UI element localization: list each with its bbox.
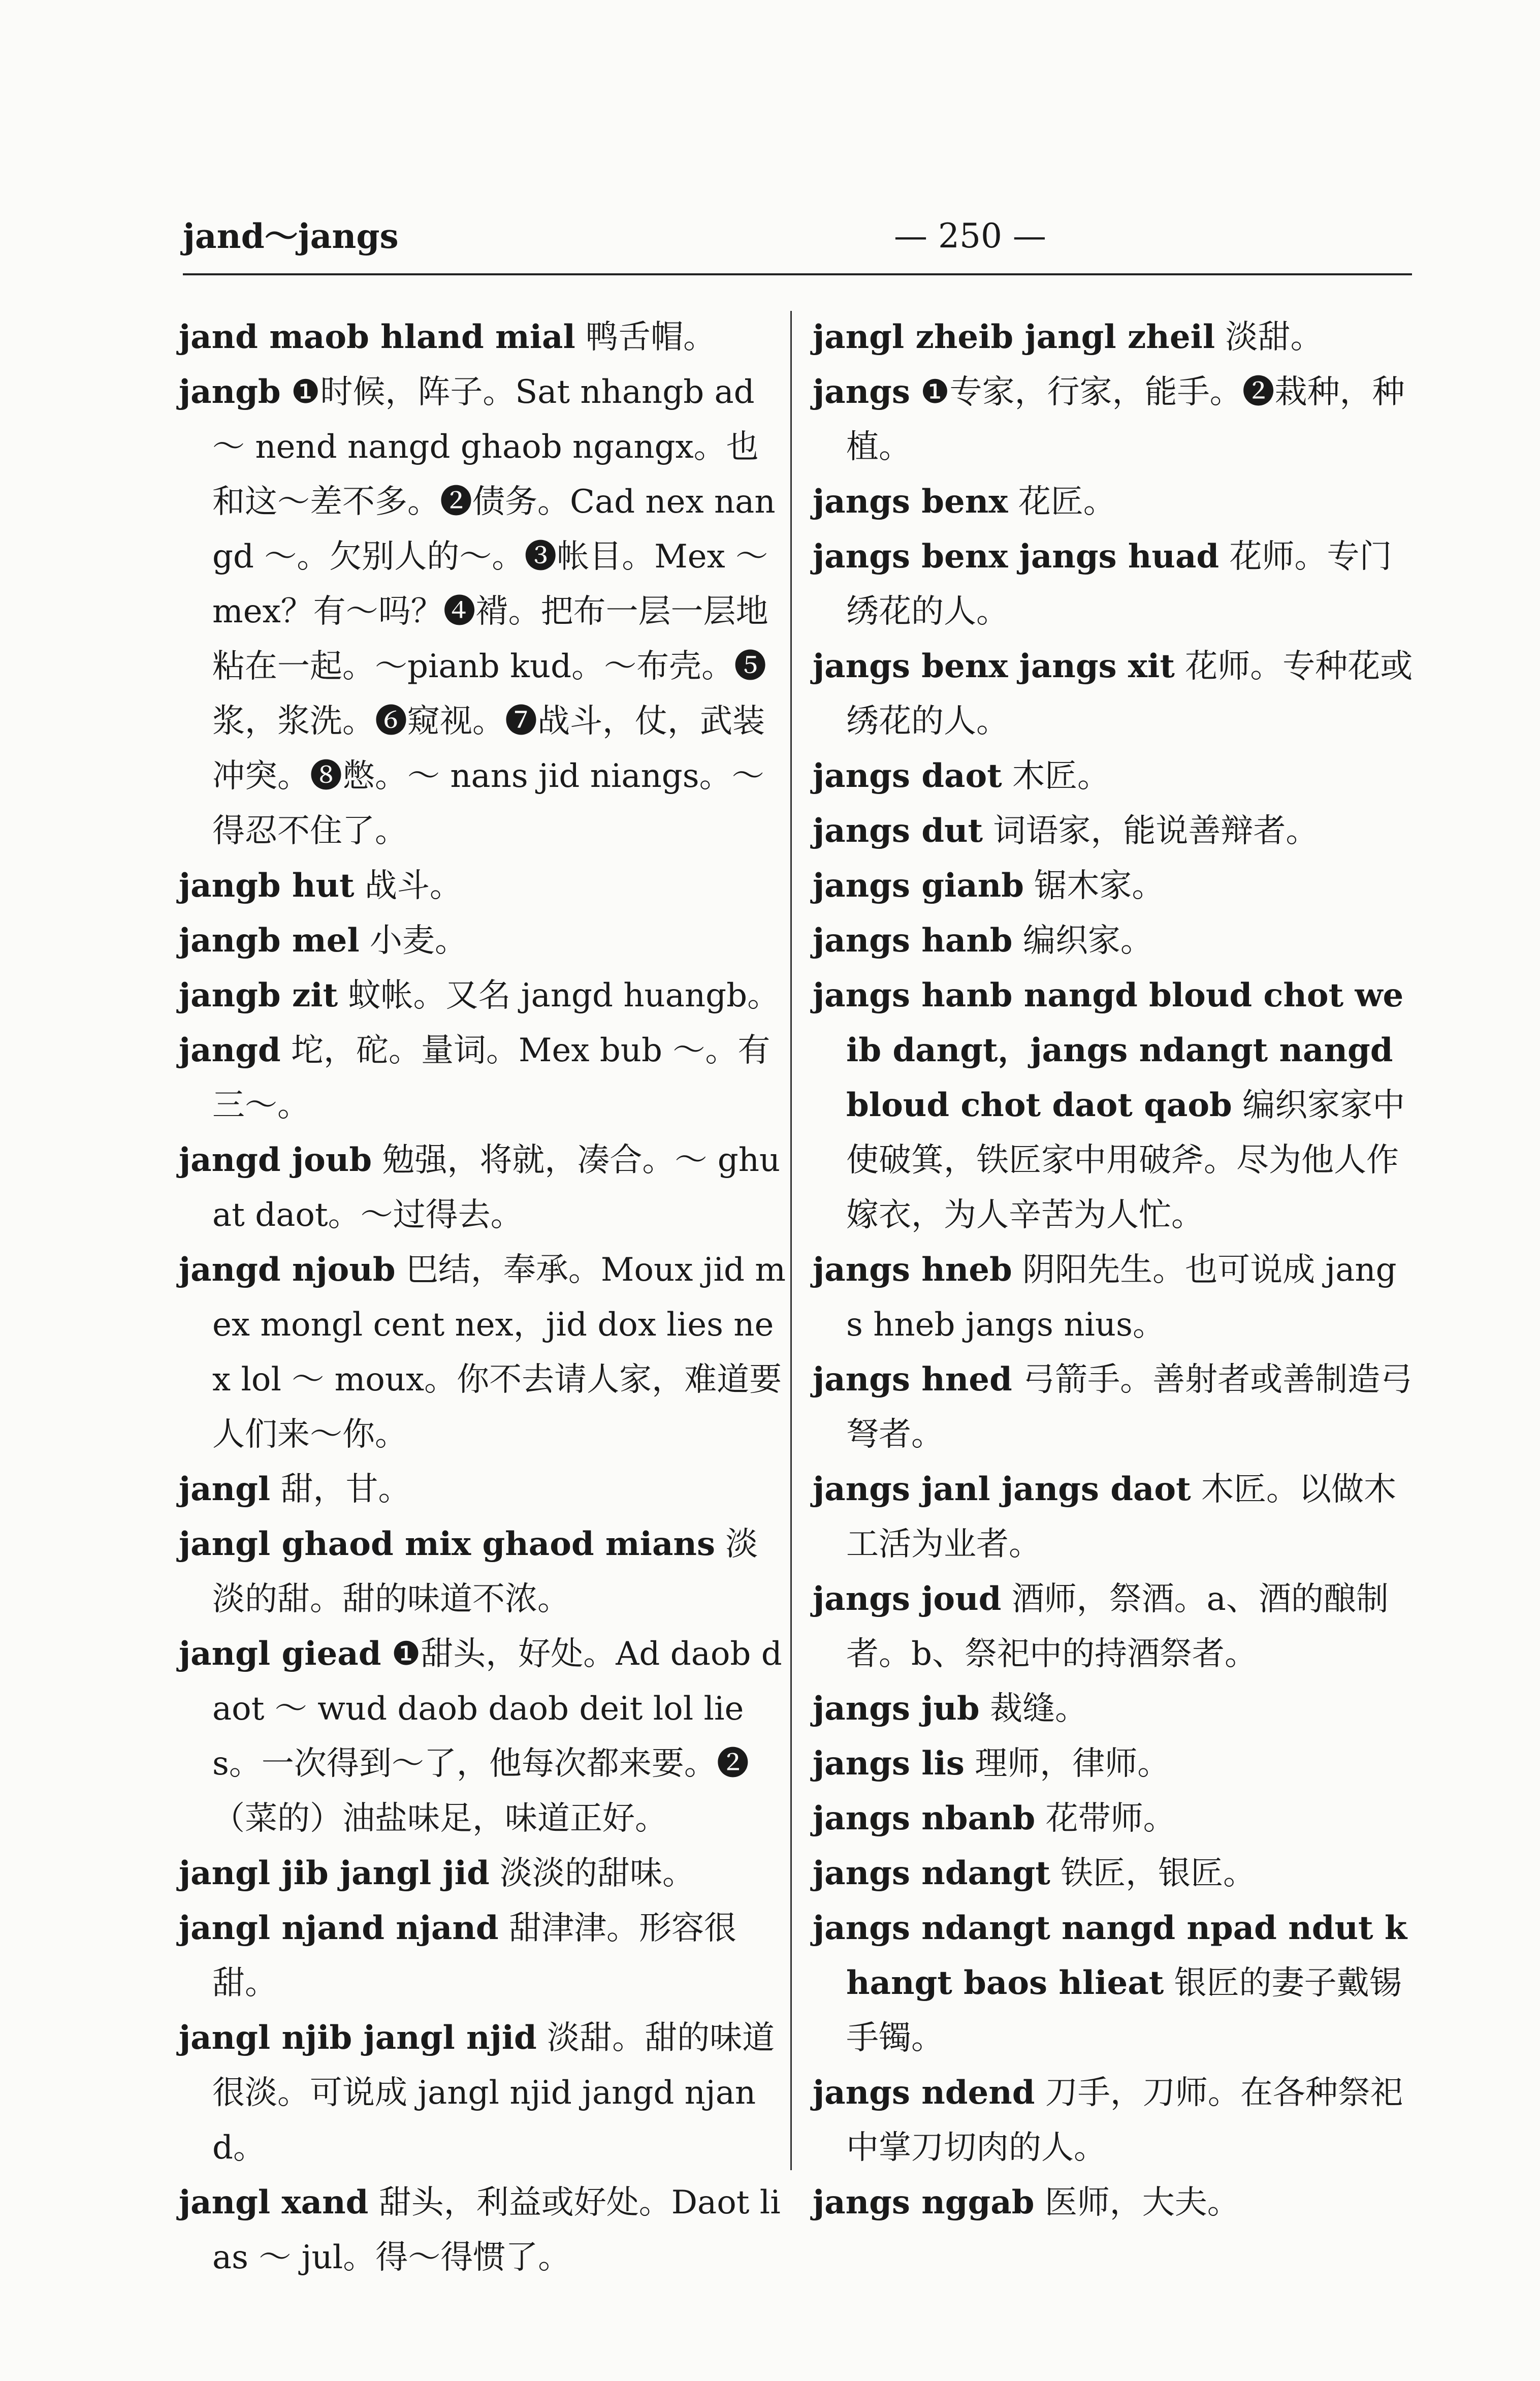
entry-definition: 弓箭手。善射者或善制造弓弩者。 bbox=[846, 1361, 1413, 1453]
dictionary-entry bbox=[179, 968, 788, 1023]
dictionary-entry bbox=[179, 913, 788, 968]
entry-definition: 淡淡的甜。甜的味道不浓。 bbox=[212, 1526, 758, 1618]
entry-headword: jangs benx jangs xit bbox=[813, 647, 1175, 685]
entry-headword: jangl njand njand bbox=[179, 1909, 499, 1947]
page-number: — 250 — bbox=[894, 216, 1046, 256]
dictionary-entry bbox=[813, 1791, 1413, 1846]
dictionary-entry bbox=[179, 1133, 788, 1243]
entry-definition: 小麦。 bbox=[370, 922, 468, 960]
entry-definition: 淡淡的甜味。 bbox=[500, 1855, 695, 1892]
entry-definition: 勉强，将就，凑合。～ ghuat daot。～过得去。 bbox=[212, 1141, 781, 1234]
dictionary-entry bbox=[813, 2175, 1413, 2230]
left-column bbox=[179, 310, 788, 2285]
dictionary-entry bbox=[179, 1023, 788, 1133]
dictionary-entry bbox=[813, 639, 1413, 749]
entry-headword: jangb zit bbox=[179, 976, 338, 1014]
entry-definition: 裁缝。 bbox=[990, 1690, 1087, 1728]
entry-headword: jangs gianb bbox=[813, 867, 1024, 905]
dictionary-entry bbox=[813, 1572, 1413, 1681]
guide-words: jand～jangs bbox=[183, 216, 399, 256]
dictionary-entry bbox=[813, 968, 1413, 1243]
entry-definition: 编织家。 bbox=[1022, 922, 1153, 960]
dictionary-entry bbox=[813, 1846, 1413, 1901]
dictionary-entry bbox=[179, 365, 788, 859]
entry-definition: 花师。专种花或绣花的人。 bbox=[846, 648, 1413, 740]
entry-headword: jangs nggab bbox=[813, 2183, 1035, 2221]
entry-definition: 词语家，能说善辩者。 bbox=[993, 812, 1319, 850]
entry-headword: jangl bbox=[179, 1470, 271, 1508]
page-header bbox=[183, 213, 1412, 259]
entry-definition: ❶专家，行家，能手。❷栽种，种植。 bbox=[846, 373, 1405, 466]
entry-definition: 巴结，奉承。Moux jid mex mongl cent nex，jid dox lies nex lol ～ moux。你不去请人家，难道要人们来～你。 bbox=[212, 1251, 786, 1453]
entry-definition: 甜，甘。 bbox=[280, 1471, 411, 1508]
entry-headword: jangs hanb nangd bloud chot weib dangt，jangs ndangt nangd bloud chot daot qaob bbox=[813, 976, 1404, 1124]
entry-headword: jangs bbox=[813, 373, 910, 411]
dictionary-entry bbox=[813, 1736, 1413, 1791]
dictionary-entry bbox=[179, 1846, 788, 1901]
entry-definition: ❶甜头，好处。Ad daob daot ～ wud daob daob deit lol lies。一次得到～了，他每次都来要。❷（菜的）油盐味足，味道正好。 bbox=[212, 1635, 782, 1837]
dictionary-entry bbox=[179, 1627, 788, 1846]
entry-definition: 铁匠，银匠。 bbox=[1061, 1855, 1256, 1892]
entry-headword: jangb mel bbox=[179, 922, 360, 960]
entry-headword: jangs jub bbox=[813, 1690, 980, 1728]
entry-definition: 酒师，祭酒。a、酒的酿制者。b、祭祀中的持酒祭者。 bbox=[846, 1580, 1389, 1673]
dictionary-entry bbox=[179, 1462, 788, 1517]
entry-headword: jangs benx bbox=[813, 483, 1008, 521]
entry-headword: jangs daot bbox=[813, 757, 1002, 795]
entry-definition: 淡甜。 bbox=[1225, 319, 1323, 356]
entry-definition: 战斗。 bbox=[364, 867, 462, 905]
entry-definition: 淡甜。甜的味道很淡。可说成 jangl njid jangd njand。 bbox=[212, 2019, 775, 2167]
entry-headword: jangs joud bbox=[813, 1580, 1002, 1618]
entry-definition: 木匠。 bbox=[1012, 757, 1110, 795]
entry-headword: jangs hneb bbox=[813, 1251, 1012, 1289]
entry-headword: jangs lis bbox=[813, 1744, 965, 1783]
entry-definition: 编织家家中使破箕，铁匠家中用破斧。尽为他人作嫁衣，为人辛苦为人忙。 bbox=[846, 1087, 1405, 1234]
entry-headword: jangs ndangt bbox=[813, 1854, 1050, 1892]
entry-headword: jangs dut bbox=[813, 812, 983, 850]
entry-definition: 花师。专门绣花的人。 bbox=[846, 538, 1392, 630]
entry-headword: jangb bbox=[179, 373, 281, 411]
entry-headword: jangd bbox=[179, 1031, 281, 1069]
entry-headword: jangs ndangt nangd npad ndut khangt baos hlieat bbox=[813, 1909, 1407, 2002]
entry-definition: 医师，大夫。 bbox=[1044, 2184, 1240, 2221]
entry-headword: jangl giead bbox=[179, 1635, 381, 1673]
entry-definition: 坨，砣。量词。Mex bub ～。有三～。 bbox=[212, 1032, 771, 1124]
entry-definition: 花带师。 bbox=[1045, 1800, 1176, 1837]
dictionary-entry bbox=[179, 859, 788, 913]
entry-definition: 蚊帐。又名 jangd huangb。 bbox=[348, 977, 780, 1014]
entry-definition: ❶时候，阵子。Sat nhangb ad ～ nend nangd ghaob ngangx。也和这～差不多。❷债务。Cad nex nangd ～。欠别人的～。❸帐目。Mex ～ mex？有～吗？❹褙。把布一层一层地粘在一起。～pianb kud。～布壳。❺浆，浆洗。❻窥视。❼战斗，仗，武装冲突。❽憋。～ nans jid niangs。～得忍不住了。 bbox=[212, 373, 776, 850]
right-column bbox=[813, 310, 1413, 2230]
entry-headword: jangs hned bbox=[813, 1360, 1012, 1399]
entry-headword: jangb hut bbox=[179, 867, 355, 905]
entry-definition: 鸭舌帽。 bbox=[586, 319, 716, 356]
dictionary-entry bbox=[813, 913, 1413, 968]
dictionary-entry bbox=[813, 529, 1413, 639]
entry-headword: jangs nbanb bbox=[813, 1799, 1036, 1837]
entry-headword: jangl jib jangl jid bbox=[179, 1854, 490, 1892]
entry-headword: jand maob hland mial bbox=[179, 318, 575, 356]
entry-definition: 阴阳先生。也可说成 jangs hneb jangs nius。 bbox=[846, 1251, 1397, 1344]
dictionary-entry bbox=[813, 859, 1413, 913]
dictionary-entry bbox=[813, 1901, 1413, 2066]
entry-definition: 花匠。 bbox=[1018, 483, 1116, 521]
entry-definition: 理师，律师。 bbox=[975, 1745, 1170, 1783]
dictionary-entry bbox=[813, 749, 1413, 804]
entry-headword: jangd njoub bbox=[179, 1251, 396, 1289]
column-divider bbox=[790, 311, 792, 2170]
entry-headword: jangl njib jangl njid bbox=[179, 2019, 537, 2057]
dictionary-entry bbox=[813, 1681, 1413, 1736]
entry-definition: 甜津津。形容很甜。 bbox=[212, 1910, 736, 2002]
entry-headword: jangl ghaod mix ghaod mians bbox=[179, 1525, 715, 1563]
dictionary-entry bbox=[179, 1901, 788, 2011]
entry-headword: jangs benx jangs huad bbox=[813, 537, 1220, 576]
entry-headword: jangs ndend bbox=[813, 2074, 1035, 2112]
dictionary-entry bbox=[179, 2175, 788, 2285]
dictionary-entry bbox=[813, 1243, 1413, 1352]
entry-headword: jangl xand bbox=[179, 2183, 369, 2221]
entry-headword: jangl zheib jangl zheil bbox=[813, 318, 1215, 356]
entry-headword: jangd joub bbox=[179, 1141, 372, 1179]
dictionary-entry bbox=[813, 310, 1413, 365]
dictionary-entry bbox=[813, 365, 1413, 474]
entry-headword: jangs janl jangs daot bbox=[813, 1470, 1191, 1508]
entry-definition: 刀手，刀师。在各种祭祀中掌刀切肉的人。 bbox=[846, 2074, 1403, 2167]
dictionary-entry bbox=[813, 1462, 1413, 1572]
dictionary-entry bbox=[813, 1352, 1413, 1462]
dictionary-entry bbox=[179, 1243, 788, 1462]
entry-definition: 银匠的妻子戴锡手镯。 bbox=[846, 1964, 1402, 2057]
entry-definition: 木匠。以做木工活为业者。 bbox=[846, 1471, 1396, 1563]
dictionary-entry bbox=[813, 2066, 1413, 2175]
dictionary-entry bbox=[179, 2011, 788, 2175]
entry-headword: jangs hanb bbox=[813, 922, 1013, 960]
dictionary-entry bbox=[813, 804, 1413, 859]
dictionary-entry bbox=[813, 474, 1413, 529]
dictionary-entry bbox=[179, 1517, 788, 1627]
entry-definition: 锯木家。 bbox=[1034, 867, 1165, 905]
entry-definition: 甜头，利益或好处。Daot lias ～ jul。得～得惯了。 bbox=[212, 2184, 781, 2276]
header-rule bbox=[183, 273, 1412, 275]
dictionary-entry bbox=[179, 310, 788, 365]
